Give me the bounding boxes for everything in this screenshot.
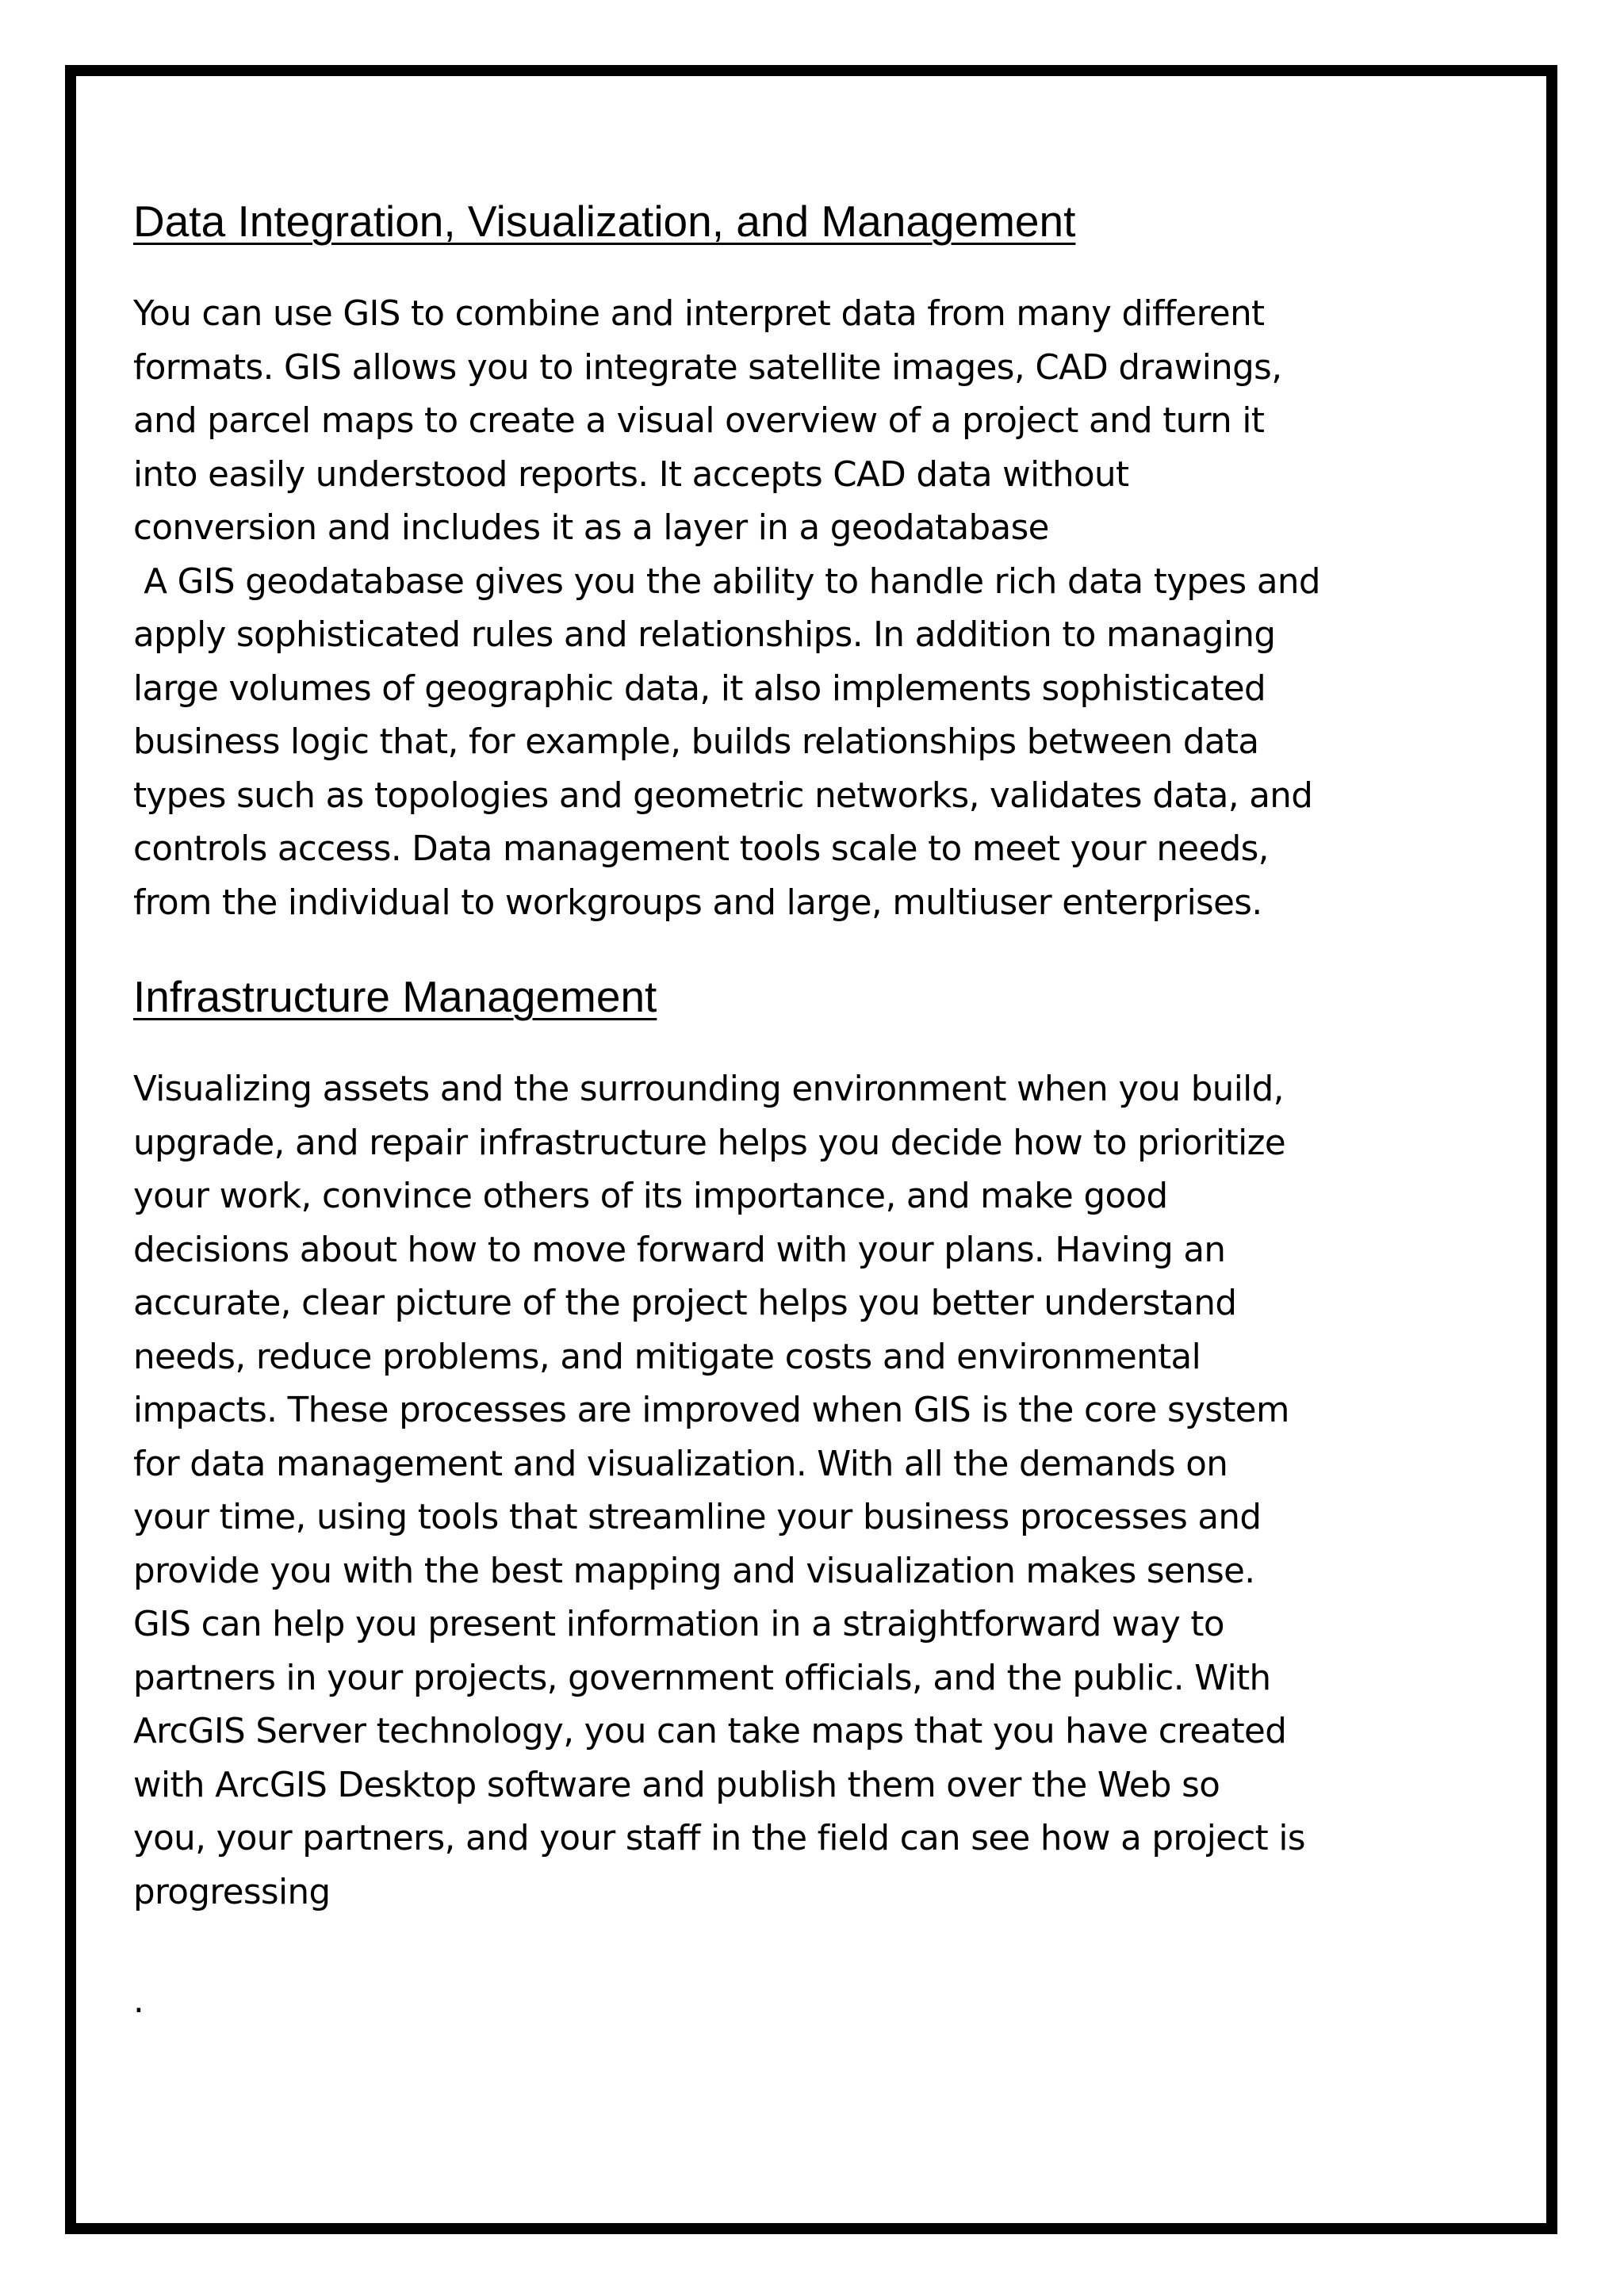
text-line: GIS can help you present information in a straightforward way to: [133, 1605, 1224, 1644]
paragraph-data-integration: [133, 288, 1442, 930]
text-line: types such as topologies and geometric networks, validates data, and: [133, 775, 1313, 816]
text-line: from the individual to workgroups and large, multiuser enterprises.: [133, 882, 1262, 923]
text-line: You can use GIS to combine and interpret data from many different: [133, 294, 1265, 334]
text-line: into easily understood reports. It accepts CAD data without: [133, 454, 1129, 495]
text-line: impacts. These processes are improved when GIS is the core system: [133, 1391, 1289, 1430]
text-line: Visualizing assets and the surrounding environment when you build,: [133, 1070, 1284, 1109]
text-line: conversion and includes it as a layer in a geodatabase: [133, 508, 1049, 548]
text-line: controls access. Data management tools scale to meet your needs,: [133, 829, 1269, 869]
text-line: business logic that, for example, builds relationships between data: [133, 722, 1259, 762]
text-line: provide you with the best mapping and visualization makes sense.: [133, 1551, 1255, 1591]
text-line: A GIS geodatabase gives you the ability to handle rich data types and: [133, 561, 1320, 602]
trailing-period: .: [133, 1981, 144, 2021]
document-body: [133, 193, 1442, 2029]
text-line: formats. GIS allows you to integrate satellite images, CAD drawings,: [133, 347, 1282, 388]
heading-infrastructure-management: Infrastructure Management: [133, 972, 657, 1021]
text-line: decisions about how to move forward with your plans. Having an: [133, 1230, 1226, 1270]
text-line: your time, using tools that streamline your business processes and: [133, 1498, 1262, 1537]
text-line: your work, convince others of its importance, and make good: [133, 1177, 1168, 1216]
heading-data-integration: Data Integration, Visualization, and Management: [133, 197, 1076, 246]
text-line: and parcel maps to create a visual overview of a project and turn it: [133, 401, 1265, 441]
text-line: progressing: [133, 1872, 331, 1912]
text-line: accurate, clear picture of the project helps you better understand: [133, 1284, 1237, 1323]
text-line: ArcGIS Server technology, you can take maps that you have created: [133, 1712, 1287, 1751]
text-line: apply sophisticated rules and relationships. In addition to managing: [133, 615, 1276, 655]
text-line: large volumes of geographic data, it also implements sophisticated: [133, 668, 1266, 709]
text-line: for data management and visualization. With all the demands on: [133, 1444, 1228, 1484]
text-line: you, your partners, and your staff in the field can see how a project is: [133, 1819, 1305, 1858]
paragraph-infrastructure-management: [133, 1063, 1442, 1919]
text-line: with ArcGIS Desktop software and publish them over the Web so: [133, 1765, 1220, 1805]
text-line: needs, reduce problems, and mitigate costs and environmental: [133, 1337, 1201, 1377]
text-line: upgrade, and repair infrastructure helps you decide how to prioritize: [133, 1123, 1285, 1163]
text-line: partners in your projects, government officials, and the public. With: [133, 1658, 1271, 1698]
